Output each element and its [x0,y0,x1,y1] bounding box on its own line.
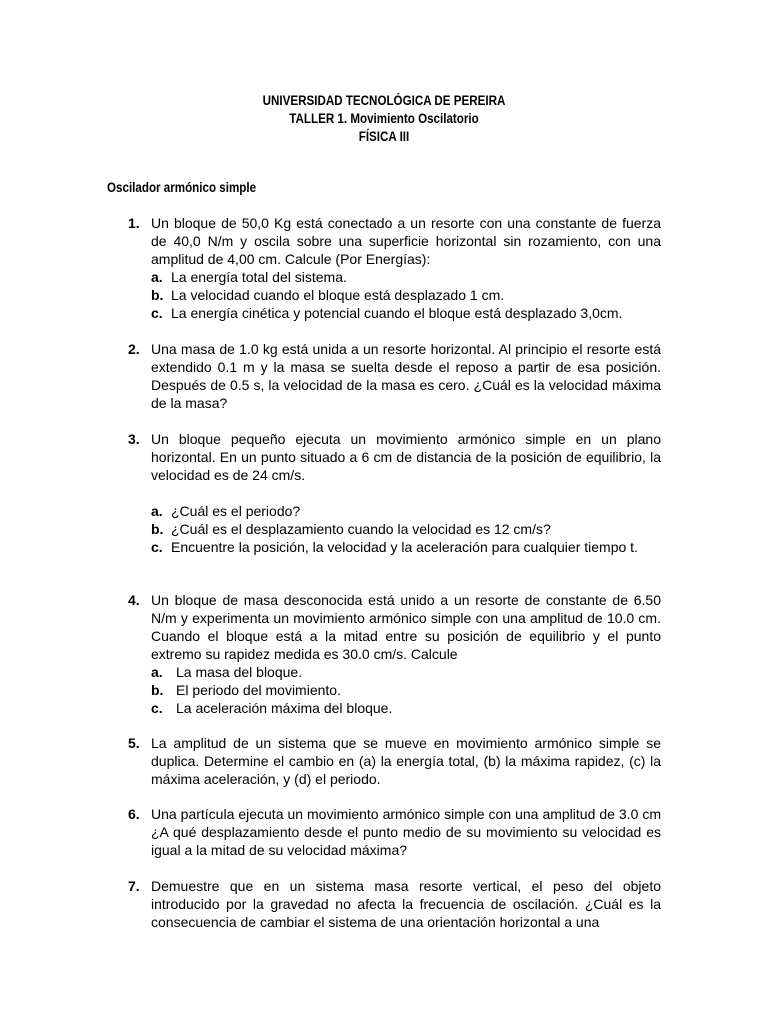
item-text: ¿Cuál es el desplazamiento cuando la velocidad es 12 cm/s? [171,521,551,537]
section-title: Oscilador armónico simple [107,180,257,195]
question-3 [128,430,661,556]
item-text: La energía total del sistema. [171,269,347,285]
question-4 [128,591,661,717]
item-text: La aceleración máxima del bloque. [176,700,393,716]
list-item [151,268,661,286]
item-letter: b. [151,521,164,537]
list-item [151,502,661,520]
item-letter: b. [151,682,164,698]
question-text: Una masa de 1.0 kg está unida a un resorte horizontal. Al principio el resorte está extendido 0.1 m y la masa se suelta desde el reposo a partir de esa posición. Después de 0.5 s, la velocidad de la masa es cero. ¿Cuál es la velocidad máxima de la masa? [151,341,661,411]
question-5 [128,734,661,788]
question-number: 6. [128,806,140,822]
list-item [151,699,661,717]
list-item [151,538,661,556]
item-letter: a. [151,503,163,519]
question-text: Un bloque pequeño ejecuta un movimiento armónico simple en un plano horizontal. En un punto situado a 6 cm de distancia de la posición de equilibrio, la velocidad es de 24 cm/s. [151,431,661,483]
item-text: El periodo del movimiento. [176,682,341,698]
question-number: 4. [128,592,140,608]
question-text: Un bloque de masa desconocida está unido a un resorte de constante de 6.50 N/m y experimenta un movimiento armónico simple con una amplitud de 10.0 cm. Cuando el bloque está a la mitad entre su posición de equilibrio y el punto extremo su rapidez medida es 30.0 cm/s. Calcule [151,592,661,662]
question-number: 7. [128,878,140,894]
item-letter: b. [151,287,164,303]
list-item [151,304,661,322]
list-item [151,520,661,538]
item-text: La masa del bloque. [176,664,303,680]
question-2 [128,340,661,412]
workshop-title: TALLER 1. Movimiento Oscilatorio [289,111,479,126]
question-number: 5. [128,735,140,751]
document-header [54,92,714,146]
question-number: 1. [128,215,140,231]
item-letter: a. [151,269,163,285]
question-number: 3. [128,431,140,447]
question-text: Una partícula ejecuta un movimiento armónico simple con una amplitud de 3.0 cm ¿A qué desplazamiento desde el punto medio de su movimiento su velocidad es igual a la mitad de su velocidad máxima? [151,806,661,858]
course-name: FÍSICA III [358,129,410,144]
question-text: La amplitud de un sistema que se mueve en movimiento armónico simple se duplica. Determine el cambio en (a) la energía total, (b) la máxima rapidez, (c) la máxima aceleración, y (d) el periodo. [151,735,661,787]
item-letter: c. [151,305,163,321]
item-text: ¿Cuál es el periodo? [171,503,301,519]
question-1 [128,214,661,322]
university-name: UNIVERSIDAD TECNOLÓGICA DE PEREIRA [262,93,506,108]
item-letter: c. [151,700,163,716]
item-text: Encuentre la posición, la velocidad y la aceleración para cualquier tiempo t. [171,539,638,555]
item-letter: c. [151,539,163,555]
item-letter: a. [151,664,163,680]
question-number: 2. [128,341,140,357]
item-text: La velocidad cuando el bloque está desplazado 1 cm. [171,287,505,303]
question-7 [128,877,661,931]
question-6 [128,805,661,859]
question-text: Demuestre que en un sistema masa resorte vertical, el peso del objeto introducido por la gravedad no afecta la frecuencia de oscilación. ¿Cuál es la consecuencia de cambiar el sistema de una orientación horizontal a una [151,878,661,930]
item-text: La energía cinética y potencial cuando el bloque está desplazado 3,0cm. [171,305,623,321]
list-item [151,681,661,699]
list-item [151,286,661,304]
list-item [151,663,661,681]
question-text: Un bloque de 50,0 Kg está conectado a un resorte con una constante de fuerza de 40,0 N/m y oscila sobre una superficie horizontal sin rozamiento, con una amplitud de 4,00 cm. Calcule (Por Energías): [151,215,661,267]
